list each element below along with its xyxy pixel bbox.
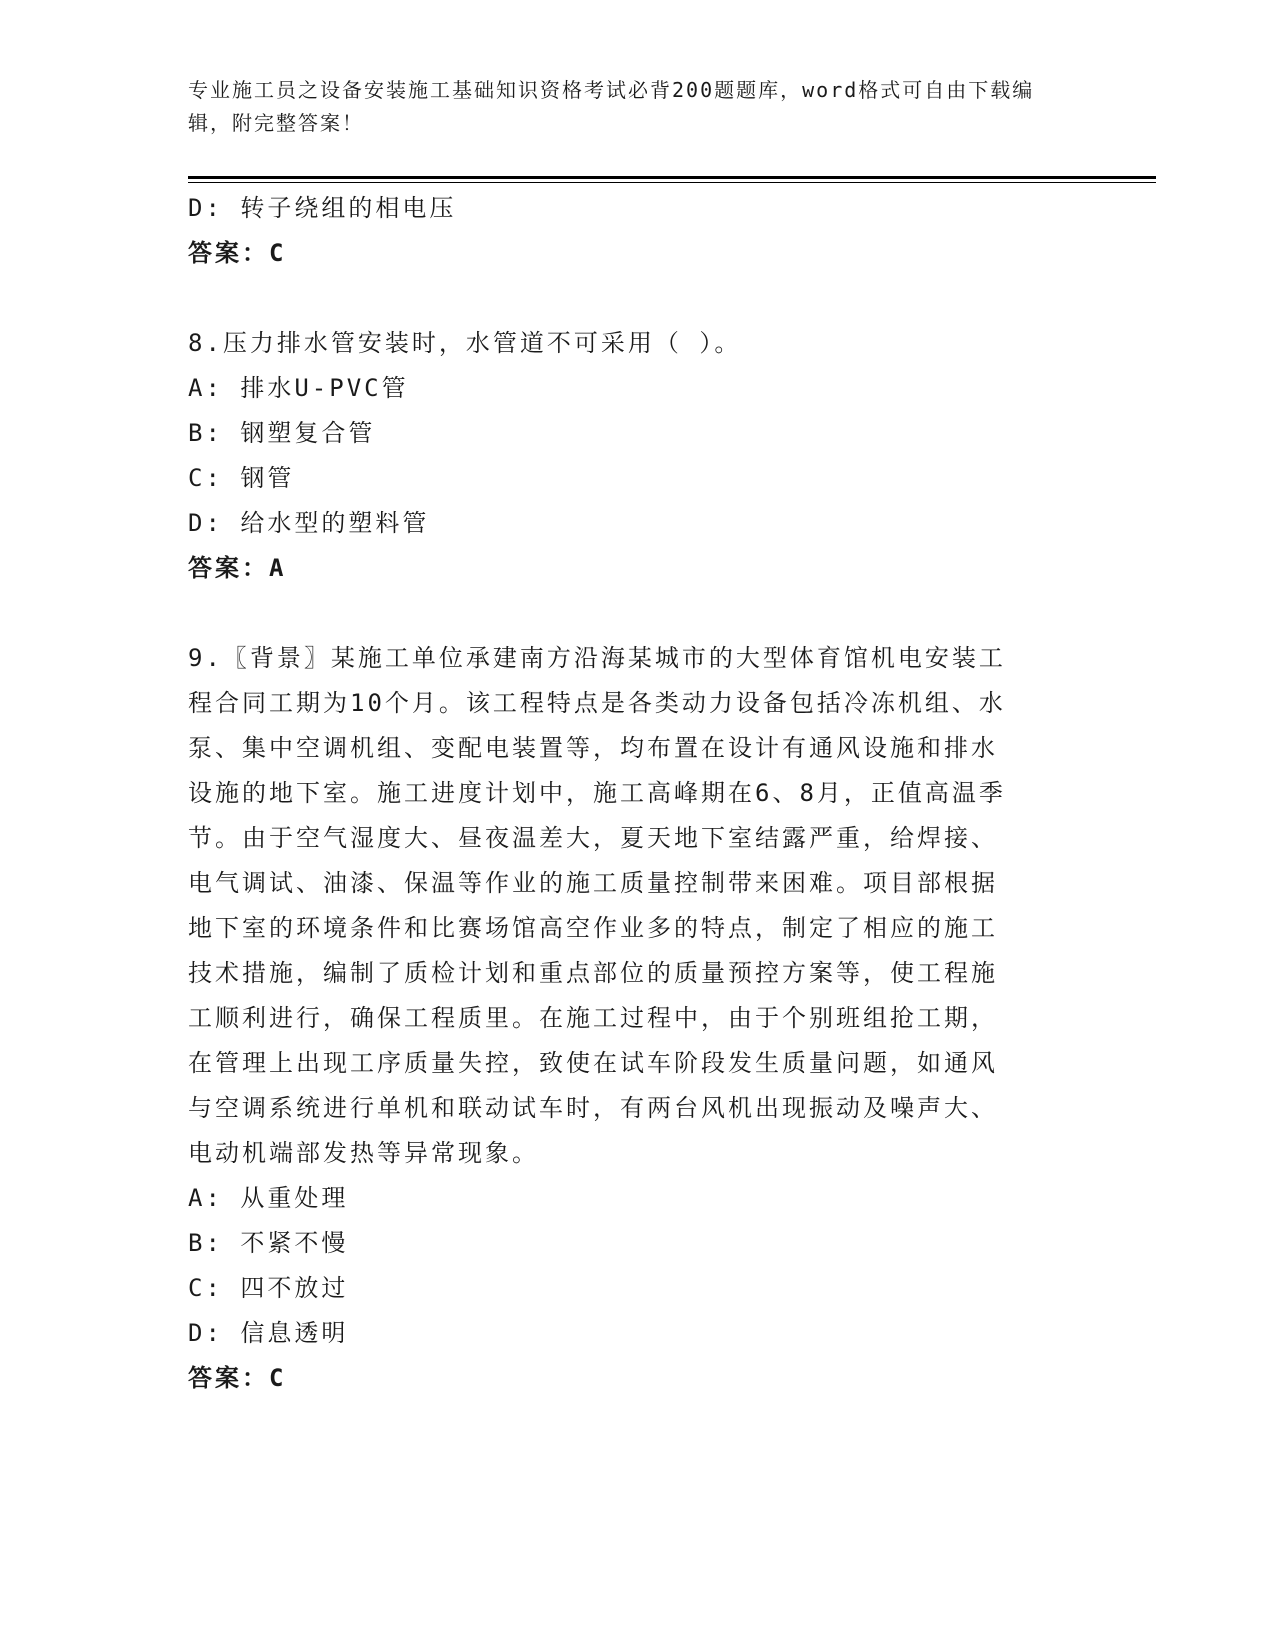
q9-answer: 答案：C [188,1364,287,1392]
q9-stem-line: 与空调系统进行单机和联动试车时，有两台风机出现振动及噪声大、 [188,1094,998,1122]
q9-stem-line: 工顺利进行，确保工程质里。在施工过程中，由于个别班组抢工期， [188,1004,998,1032]
q9-stem-line: 程合同工期为10个月。该工程特点是各类动力设备包括冷冻机组、水 [188,689,1006,717]
q9-stem-line: 电动机端部发热等异常现象。 [188,1139,539,1167]
q8-stem: 8.压力排水管安装时，水管道不可采用（ ）。 [188,329,742,357]
q9-stem-line: 泵、集中空调机组、变配电装置等，均布置在设计有通风设施和排水 [188,734,998,762]
spacer [188,591,1068,636]
document-body [188,186,1068,1401]
q8-option-c: C: 钢管 [188,464,295,492]
q9-stem-line: 电气调试、油漆、保温等作业的施工质量控制带来困难。项目部根据 [188,869,998,897]
q9-option-d: D: 信息透明 [188,1319,349,1347]
q9-option-a: A: 从重处理 [188,1184,349,1212]
spacer [188,276,1068,321]
q8-option-d: D: 给水型的塑料管 [188,509,430,537]
q8-option-a: A: 排水U-PVC管 [188,374,409,402]
page-header: 专业施工员之设备安装施工基础知识资格考试必背200题题库，word格式可自由下载编辑，附完整答案！ [188,78,1035,135]
prev-answer: 答案：C [188,239,287,267]
header-rule-thin [188,182,1156,183]
q9-stem-line: 9.〖背景〗某施工单位承建南方沿海某城市的大型体育馆机电安装工 [188,644,1006,672]
q8-option-b: B: 钢塑复合管 [188,419,376,447]
q9-stem-line: 设施的地下室。施工进度计划中，施工高峰期在6、8月，正值高温季 [188,779,1006,807]
prev-option-d: D: 转子绕组的相电压 [188,194,457,222]
header-rule-thick [188,176,1156,179]
q9-stem [188,636,1068,1176]
q9-stem-line: 节。由于空气湿度大、昼夜温差大，夏天地下室结露严重，给焊接、 [188,824,998,852]
q9-stem-line: 技术措施，编制了质检计划和重点部位的质量预控方案等，使工程施 [188,959,998,987]
q9-option-c: C: 四不放过 [188,1274,349,1302]
q9-stem-line: 在管理上出现工序质量失控，致使在试车阶段发生质量问题，如通风 [188,1049,998,1077]
q9-option-b: B: 不紧不慢 [188,1229,349,1257]
q8-answer: 答案：A [188,554,287,582]
q9-stem-line: 地下室的环境条件和比赛场馆高空作业多的特点，制定了相应的施工 [188,914,998,942]
